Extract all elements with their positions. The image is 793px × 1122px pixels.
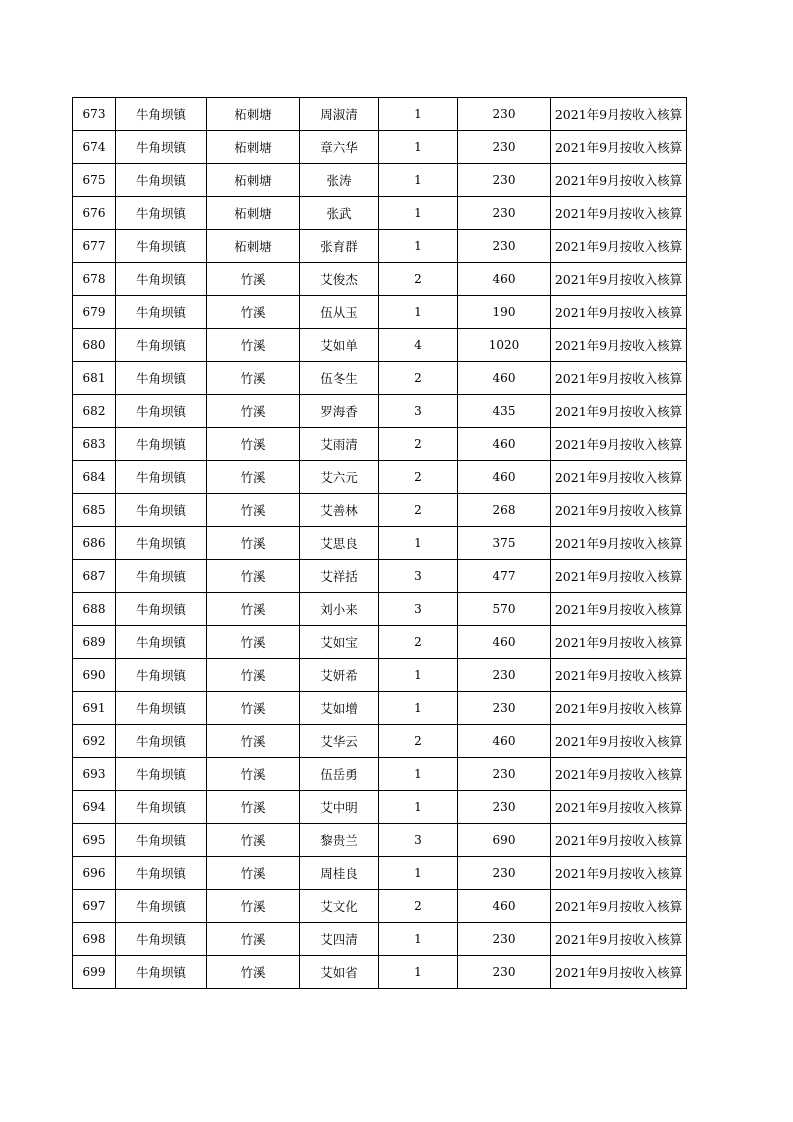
- row-number-cell: 691: [73, 692, 116, 725]
- household-size-cell: 1: [379, 758, 458, 791]
- village-cell: 竹溪: [207, 824, 300, 857]
- note-cell: 2021年9月按收入核算: [551, 296, 687, 329]
- town-cell: 牛角坝镇: [116, 296, 207, 329]
- name-cell: 艾妍希: [300, 659, 379, 692]
- town-cell: 牛角坝镇: [116, 692, 207, 725]
- amount-cell: 460: [458, 626, 551, 659]
- row-number-cell: 674: [73, 131, 116, 164]
- amount-cell: 460: [458, 725, 551, 758]
- household-size-cell: 1: [379, 527, 458, 560]
- row-number-cell: 677: [73, 230, 116, 263]
- village-cell: 柘刺塘: [207, 230, 300, 263]
- name-cell: 张武: [300, 197, 379, 230]
- amount-cell: 230: [458, 923, 551, 956]
- amount-cell: 268: [458, 494, 551, 527]
- village-cell: 竹溪: [207, 329, 300, 362]
- note-cell: 2021年9月按收入核算: [551, 395, 687, 428]
- amount-cell: 570: [458, 593, 551, 626]
- household-size-cell: 2: [379, 890, 458, 923]
- village-cell: 竹溪: [207, 725, 300, 758]
- amount-cell: 460: [458, 263, 551, 296]
- name-cell: 伍从玉: [300, 296, 379, 329]
- row-number-cell: 689: [73, 626, 116, 659]
- household-size-cell: 1: [379, 857, 458, 890]
- table-row: [73, 593, 687, 626]
- table-row: [73, 659, 687, 692]
- town-cell: 牛角坝镇: [116, 725, 207, 758]
- data-table: [72, 97, 687, 989]
- name-cell: 艾六元: [300, 461, 379, 494]
- household-size-cell: 1: [379, 692, 458, 725]
- household-size-cell: 1: [379, 131, 458, 164]
- household-size-cell: 4: [379, 329, 458, 362]
- amount-cell: 230: [458, 131, 551, 164]
- amount-cell: 230: [458, 692, 551, 725]
- household-size-cell: 2: [379, 494, 458, 527]
- table-row: [73, 461, 687, 494]
- name-cell: 周淑清: [300, 98, 379, 131]
- town-cell: 牛角坝镇: [116, 98, 207, 131]
- table-row: [73, 197, 687, 230]
- note-cell: 2021年9月按收入核算: [551, 593, 687, 626]
- household-size-cell: 3: [379, 824, 458, 857]
- town-cell: 牛角坝镇: [116, 758, 207, 791]
- note-cell: 2021年9月按收入核算: [551, 362, 687, 395]
- town-cell: 牛角坝镇: [116, 527, 207, 560]
- row-number-cell: 676: [73, 197, 116, 230]
- name-cell: 伍岳勇: [300, 758, 379, 791]
- note-cell: 2021年9月按收入核算: [551, 164, 687, 197]
- table-row: [73, 329, 687, 362]
- household-size-cell: 2: [379, 461, 458, 494]
- note-cell: 2021年9月按收入核算: [551, 560, 687, 593]
- table-row: [73, 758, 687, 791]
- town-cell: 牛角坝镇: [116, 626, 207, 659]
- village-cell: 柘刺塘: [207, 197, 300, 230]
- table-row: [73, 296, 687, 329]
- note-cell: 2021年9月按收入核算: [551, 527, 687, 560]
- name-cell: 艾中明: [300, 791, 379, 824]
- village-cell: 竹溪: [207, 956, 300, 989]
- village-cell: 竹溪: [207, 527, 300, 560]
- row-number-cell: 687: [73, 560, 116, 593]
- row-number-cell: 675: [73, 164, 116, 197]
- village-cell: 竹溪: [207, 395, 300, 428]
- village-cell: 柘刺塘: [207, 131, 300, 164]
- note-cell: 2021年9月按收入核算: [551, 428, 687, 461]
- note-cell: 2021年9月按收入核算: [551, 626, 687, 659]
- note-cell: 2021年9月按收入核算: [551, 98, 687, 131]
- amount-cell: 435: [458, 395, 551, 428]
- table-row: [73, 494, 687, 527]
- village-cell: 竹溪: [207, 791, 300, 824]
- table-row: [73, 164, 687, 197]
- row-number-cell: 695: [73, 824, 116, 857]
- household-size-cell: 2: [379, 362, 458, 395]
- row-number-cell: 686: [73, 527, 116, 560]
- note-cell: 2021年9月按收入核算: [551, 824, 687, 857]
- note-cell: 2021年9月按收入核算: [551, 692, 687, 725]
- household-size-cell: 3: [379, 560, 458, 593]
- row-number-cell: 692: [73, 725, 116, 758]
- town-cell: 牛角坝镇: [116, 329, 207, 362]
- table-row: [73, 527, 687, 560]
- row-number-cell: 679: [73, 296, 116, 329]
- household-size-cell: 2: [379, 626, 458, 659]
- row-number-cell: 688: [73, 593, 116, 626]
- row-number-cell: 681: [73, 362, 116, 395]
- name-cell: 黎贵兰: [300, 824, 379, 857]
- note-cell: 2021年9月按收入核算: [551, 230, 687, 263]
- table-row: [73, 131, 687, 164]
- town-cell: 牛角坝镇: [116, 659, 207, 692]
- row-number-cell: 699: [73, 956, 116, 989]
- table-row: [73, 923, 687, 956]
- name-cell: 艾四清: [300, 923, 379, 956]
- note-cell: 2021年9月按收入核算: [551, 791, 687, 824]
- amount-cell: 230: [458, 197, 551, 230]
- town-cell: 牛角坝镇: [116, 362, 207, 395]
- village-cell: 竹溪: [207, 263, 300, 296]
- note-cell: 2021年9月按收入核算: [551, 758, 687, 791]
- household-size-cell: 1: [379, 197, 458, 230]
- household-size-cell: 1: [379, 956, 458, 989]
- town-cell: 牛角坝镇: [116, 263, 207, 296]
- village-cell: 竹溪: [207, 461, 300, 494]
- table-row: [73, 791, 687, 824]
- table-body: [73, 98, 687, 989]
- household-size-cell: 2: [379, 725, 458, 758]
- town-cell: 牛角坝镇: [116, 461, 207, 494]
- amount-cell: 230: [458, 857, 551, 890]
- household-size-cell: 2: [379, 428, 458, 461]
- town-cell: 牛角坝镇: [116, 428, 207, 461]
- amount-cell: 460: [458, 461, 551, 494]
- name-cell: 罗海香: [300, 395, 379, 428]
- note-cell: 2021年9月按收入核算: [551, 461, 687, 494]
- row-number-cell: 685: [73, 494, 116, 527]
- amount-cell: 460: [458, 428, 551, 461]
- village-cell: 竹溪: [207, 560, 300, 593]
- table-row: [73, 230, 687, 263]
- town-cell: 牛角坝镇: [116, 923, 207, 956]
- amount-cell: 375: [458, 527, 551, 560]
- amount-cell: 460: [458, 362, 551, 395]
- row-number-cell: 690: [73, 659, 116, 692]
- name-cell: 章六华: [300, 131, 379, 164]
- village-cell: 竹溪: [207, 626, 300, 659]
- table-row: [73, 560, 687, 593]
- amount-cell: 230: [458, 98, 551, 131]
- note-cell: 2021年9月按收入核算: [551, 725, 687, 758]
- amount-cell: 190: [458, 296, 551, 329]
- town-cell: 牛角坝镇: [116, 164, 207, 197]
- village-cell: 竹溪: [207, 296, 300, 329]
- row-number-cell: 673: [73, 98, 116, 131]
- name-cell: 艾如单: [300, 329, 379, 362]
- table-row: [73, 956, 687, 989]
- amount-cell: 230: [458, 164, 551, 197]
- note-cell: 2021年9月按收入核算: [551, 857, 687, 890]
- household-size-cell: 1: [379, 164, 458, 197]
- village-cell: 柘刺塘: [207, 98, 300, 131]
- village-cell: 柘刺塘: [207, 164, 300, 197]
- table-row: [73, 725, 687, 758]
- village-cell: 竹溪: [207, 857, 300, 890]
- household-size-cell: 3: [379, 395, 458, 428]
- name-cell: 艾善林: [300, 494, 379, 527]
- amount-cell: 477: [458, 560, 551, 593]
- table-row: [73, 98, 687, 131]
- table-row: [73, 824, 687, 857]
- village-cell: 竹溪: [207, 758, 300, 791]
- amount-cell: 230: [458, 758, 551, 791]
- village-cell: 竹溪: [207, 692, 300, 725]
- village-cell: 竹溪: [207, 362, 300, 395]
- household-size-cell: 2: [379, 263, 458, 296]
- town-cell: 牛角坝镇: [116, 494, 207, 527]
- row-number-cell: 680: [73, 329, 116, 362]
- table-row: [73, 395, 687, 428]
- note-cell: 2021年9月按收入核算: [551, 197, 687, 230]
- name-cell: 艾文化: [300, 890, 379, 923]
- name-cell: 艾俊杰: [300, 263, 379, 296]
- row-number-cell: 678: [73, 263, 116, 296]
- row-number-cell: 693: [73, 758, 116, 791]
- row-number-cell: 698: [73, 923, 116, 956]
- town-cell: 牛角坝镇: [116, 395, 207, 428]
- name-cell: 周桂良: [300, 857, 379, 890]
- amount-cell: 460: [458, 890, 551, 923]
- town-cell: 牛角坝镇: [116, 197, 207, 230]
- table-row: [73, 263, 687, 296]
- village-cell: 竹溪: [207, 923, 300, 956]
- household-size-cell: 1: [379, 230, 458, 263]
- note-cell: 2021年9月按收入核算: [551, 923, 687, 956]
- name-cell: 刘小来: [300, 593, 379, 626]
- name-cell: 伍冬生: [300, 362, 379, 395]
- town-cell: 牛角坝镇: [116, 956, 207, 989]
- household-size-cell: 1: [379, 98, 458, 131]
- household-size-cell: 3: [379, 593, 458, 626]
- note-cell: 2021年9月按收入核算: [551, 263, 687, 296]
- town-cell: 牛角坝镇: [116, 890, 207, 923]
- name-cell: 艾如省: [300, 956, 379, 989]
- household-size-cell: 1: [379, 296, 458, 329]
- row-number-cell: 697: [73, 890, 116, 923]
- name-cell: 艾祥括: [300, 560, 379, 593]
- town-cell: 牛角坝镇: [116, 824, 207, 857]
- table-row: [73, 692, 687, 725]
- name-cell: 艾如增: [300, 692, 379, 725]
- village-cell: 竹溪: [207, 890, 300, 923]
- table-row: [73, 890, 687, 923]
- name-cell: 张育群: [300, 230, 379, 263]
- row-number-cell: 696: [73, 857, 116, 890]
- household-size-cell: 1: [379, 791, 458, 824]
- row-number-cell: 694: [73, 791, 116, 824]
- town-cell: 牛角坝镇: [116, 857, 207, 890]
- village-cell: 竹溪: [207, 494, 300, 527]
- note-cell: 2021年9月按收入核算: [551, 956, 687, 989]
- note-cell: 2021年9月按收入核算: [551, 329, 687, 362]
- table-row: [73, 626, 687, 659]
- town-cell: 牛角坝镇: [116, 791, 207, 824]
- village-cell: 竹溪: [207, 659, 300, 692]
- table-row: [73, 857, 687, 890]
- table-row: [73, 428, 687, 461]
- amount-cell: 230: [458, 659, 551, 692]
- town-cell: 牛角坝镇: [116, 593, 207, 626]
- amount-cell: 230: [458, 230, 551, 263]
- amount-cell: 230: [458, 956, 551, 989]
- village-cell: 竹溪: [207, 593, 300, 626]
- household-size-cell: 1: [379, 659, 458, 692]
- name-cell: 艾如宝: [300, 626, 379, 659]
- name-cell: 艾华云: [300, 725, 379, 758]
- village-cell: 竹溪: [207, 428, 300, 461]
- note-cell: 2021年9月按收入核算: [551, 890, 687, 923]
- row-number-cell: 682: [73, 395, 116, 428]
- note-cell: 2021年9月按收入核算: [551, 659, 687, 692]
- row-number-cell: 684: [73, 461, 116, 494]
- household-size-cell: 1: [379, 923, 458, 956]
- note-cell: 2021年9月按收入核算: [551, 494, 687, 527]
- row-number-cell: 683: [73, 428, 116, 461]
- name-cell: 艾雨清: [300, 428, 379, 461]
- town-cell: 牛角坝镇: [116, 131, 207, 164]
- table-row: [73, 362, 687, 395]
- amount-cell: 690: [458, 824, 551, 857]
- name-cell: 张涛: [300, 164, 379, 197]
- amount-cell: 230: [458, 791, 551, 824]
- town-cell: 牛角坝镇: [116, 560, 207, 593]
- town-cell: 牛角坝镇: [116, 230, 207, 263]
- name-cell: 艾思良: [300, 527, 379, 560]
- amount-cell: 1020: [458, 329, 551, 362]
- note-cell: 2021年9月按收入核算: [551, 131, 687, 164]
